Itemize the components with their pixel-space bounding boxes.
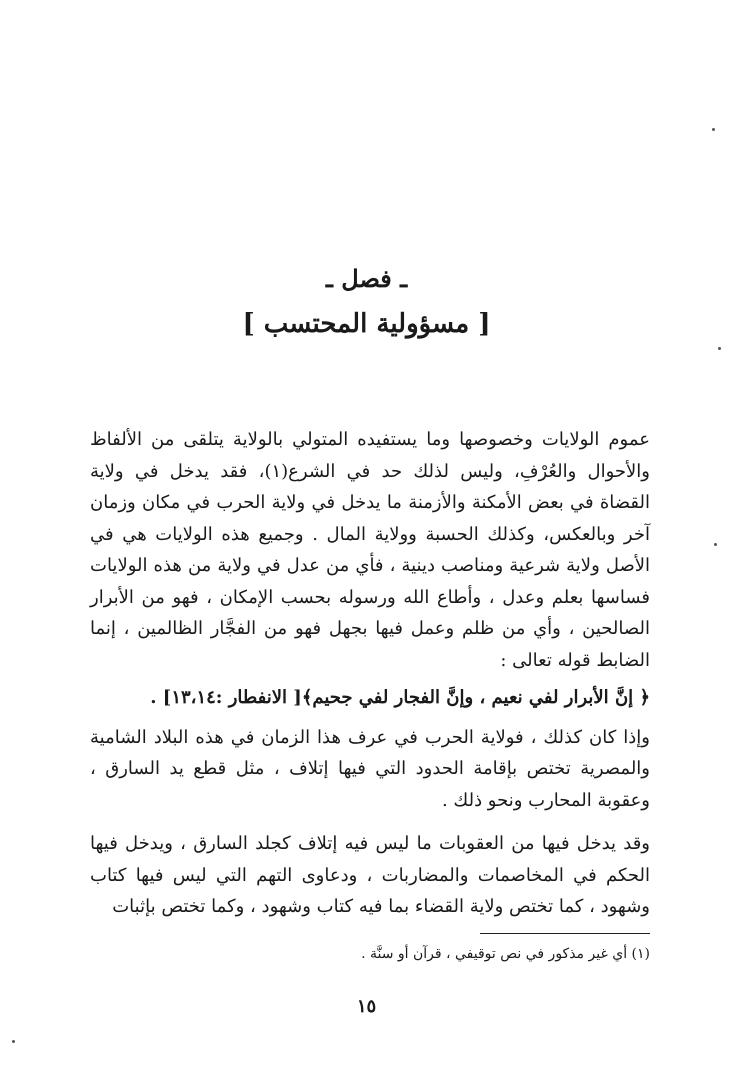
page-number: ١٥ — [356, 996, 377, 1017]
footnote: (١) أي غير مذكور في نص توقيفي ، قرآن أو سنَّة . — [361, 946, 650, 962]
scan-speck — [12, 1040, 15, 1043]
scan-speck — [712, 128, 715, 131]
paragraph-1: عموم الولايات وخصوصها وما يستفيده المتولي بالولاية يتلقى من الألفاظ والأحوال والعُرْفِ، وليس لذلك حد في الشرع(١)، فقد يدخل في ولاية القضاة في بعض الأمكنة والأزمنة ما يدخل في ولاية الحرب في مكان وزمان آخر وبالعكس، وكذلك الحسبة وولاية المال . وجميع هذه الولايات هي في الأصل ولاية شرعية ومناصب دينية ، فأي من عدل في ولاية من هذه الولايات فساسها بعلم وعدل ، وأطاع الله ورسوله بحسب الإمكان ، فهو من الأبرار الصالحين ، وأي من ظلم وعمل فيها بجهل فهو من الفجَّار الظالمين ، إنما الضابط قوله تعالى : — [90, 429, 651, 671]
section-title: ـ فصل ـ — [325, 264, 408, 293]
section-subtitle: [ مسؤولية المحتسب ] — [242, 309, 491, 339]
paragraph-3: وقد يدخل فيها من العقوبات ما ليس فيه إتلاف كجلد السارق ، ويدخل فيها الحكم في المخاصمات والمضاربات ، ودعاوى التهم التي ليس فيها كتاب وشهود ، كما تختص ولاية القضاء بما فيه كتاب وشهود ، وكما تختص بإثبات — [90, 833, 650, 917]
paragraph-2: وإذا كان كذلك ، فولاية الحرب في عرف هذا الزمان في هذه البلاد الشامية والمصرية تختص بإقامة الحدود التي فيها إتلاف ، مثل قطع يد السارق ، وعقوبة المحارب ونحو ذلك . — [90, 726, 650, 811]
quran-verse: ﴿ إنَّ الأبرار لفي نعيم ، وإنَّ الفجار لفي جحيم﴾[ الانفطار :١٣،١٤] . — [150, 687, 650, 708]
scan-speck — [714, 543, 717, 546]
scan-speck — [718, 347, 721, 350]
